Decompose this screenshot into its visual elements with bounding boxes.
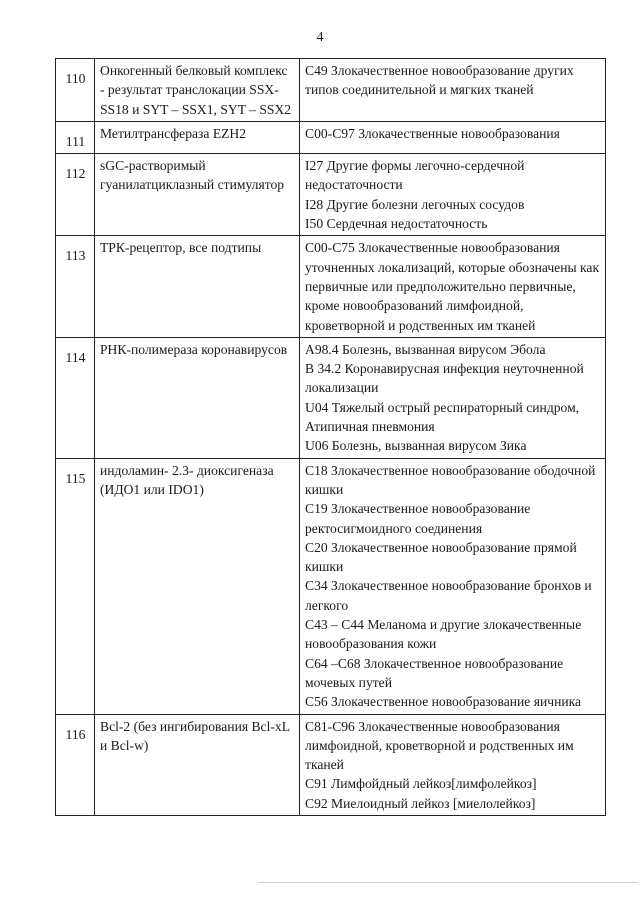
icd-codes bbox=[300, 154, 606, 236]
table-row bbox=[56, 154, 606, 236]
target-name: Онкогенный белковый комплекс - результат транслокации SSX-SS18 и SYT – SSX1, SYT – SSX2 bbox=[95, 59, 300, 122]
icd-code: U04 Тяжелый острый респираторный синдром, Атипичная пневмония bbox=[305, 399, 580, 435]
icd-code: I27 Другие формы легочно-сердечной недостаточности bbox=[305, 158, 525, 193]
table-row bbox=[56, 121, 606, 153]
icd-code: C56 Злокачественное новообразование яичника bbox=[305, 694, 582, 710]
icd-codes bbox=[300, 337, 606, 458]
row-number: 110 bbox=[56, 59, 95, 122]
row-number: 113 bbox=[56, 236, 95, 337]
table-row bbox=[56, 337, 606, 458]
target-name: ТРК-рецептор, все подтипы bbox=[95, 236, 300, 337]
icd-code: C34 Злокачественное новообразование бронхов и легкого bbox=[305, 578, 592, 613]
icd-codes bbox=[300, 714, 606, 815]
row-number: 112 bbox=[56, 154, 95, 236]
icd-codes bbox=[300, 236, 606, 337]
icd-code: B 34.2 Коронавирусная инфекция неуточненной локализации bbox=[305, 361, 584, 396]
row-number: 111 bbox=[56, 121, 95, 153]
icd-code: C64 –C68 Злокачественное новообразование мочевых путей bbox=[305, 655, 564, 690]
table-row bbox=[56, 236, 606, 337]
icd-code: I28 Другие болезни легочных сосудов bbox=[305, 196, 525, 212]
page-number: 4 bbox=[316, 30, 324, 45]
table-row bbox=[56, 59, 606, 122]
icd-code: C00-C97 Злокачественные новообразования bbox=[305, 125, 560, 141]
icd-code: C19 Злокачественное новообразование ректосигмоидного соединения bbox=[305, 501, 531, 536]
icd-code: C00-C75 Злокачественные новообразования уточненных локализаций, которые обозначены как первичные или предположительно первичные, кроме новообразований лимфоидной, кроветворной и родственных им тканей bbox=[305, 240, 600, 333]
row-number: 115 bbox=[56, 458, 95, 714]
icd-codes bbox=[300, 59, 606, 122]
table-row bbox=[56, 458, 606, 714]
row-number: 114 bbox=[56, 337, 95, 458]
target-name: РНК-полимераза коронавирусов bbox=[95, 337, 300, 458]
icd-code: A98.4 Болезнь, вызванная вирусом Эбола bbox=[305, 341, 546, 357]
icd-code: C43 – C44 Меланома и другие злокачественные новообразования кожи bbox=[305, 617, 582, 652]
icd-code: C49 Злокачественное новообразование других типов соединительной и мягких тканей bbox=[305, 63, 574, 98]
target-name: Bcl-2 (без ингибирования Bcl-xL и Bcl-w) bbox=[95, 714, 300, 815]
icd-code: U06 Болезнь, вызванная вирусом Зика bbox=[305, 438, 527, 454]
icd-code: C92 Миелоидный лейкоз [миелолейкоз] bbox=[305, 795, 536, 811]
icd-codes bbox=[300, 121, 606, 153]
icd-codes bbox=[300, 458, 606, 714]
icd-code: I50 Сердечная недостаточность bbox=[305, 216, 488, 232]
icd-code: C91 Лимфойдный лейкоз[лимфолейкоз] bbox=[305, 776, 537, 792]
icd-code: C20 Злокачественное новообразование прямой кишки bbox=[305, 539, 577, 575]
drug-target-table bbox=[55, 58, 606, 816]
row-number: 116 bbox=[56, 714, 95, 815]
icd-code: C18 Злокачественное новообразование ободочной кишки bbox=[305, 462, 596, 497]
target-name: sGC-растворимый гуанилатциклазный стимулятор bbox=[95, 154, 300, 236]
target-name: Метилтрансфераза EZH2 bbox=[95, 121, 300, 153]
table-row bbox=[56, 714, 606, 815]
scan-edge-line bbox=[258, 882, 638, 883]
target-name: индоламин- 2.3- диоксигеназа (ИДО1 или IDO1) bbox=[95, 458, 300, 714]
icd-code: C81-C96 Злокачественные новообразования лимфоидной, кроветворной и родственных им тканей bbox=[305, 718, 574, 773]
